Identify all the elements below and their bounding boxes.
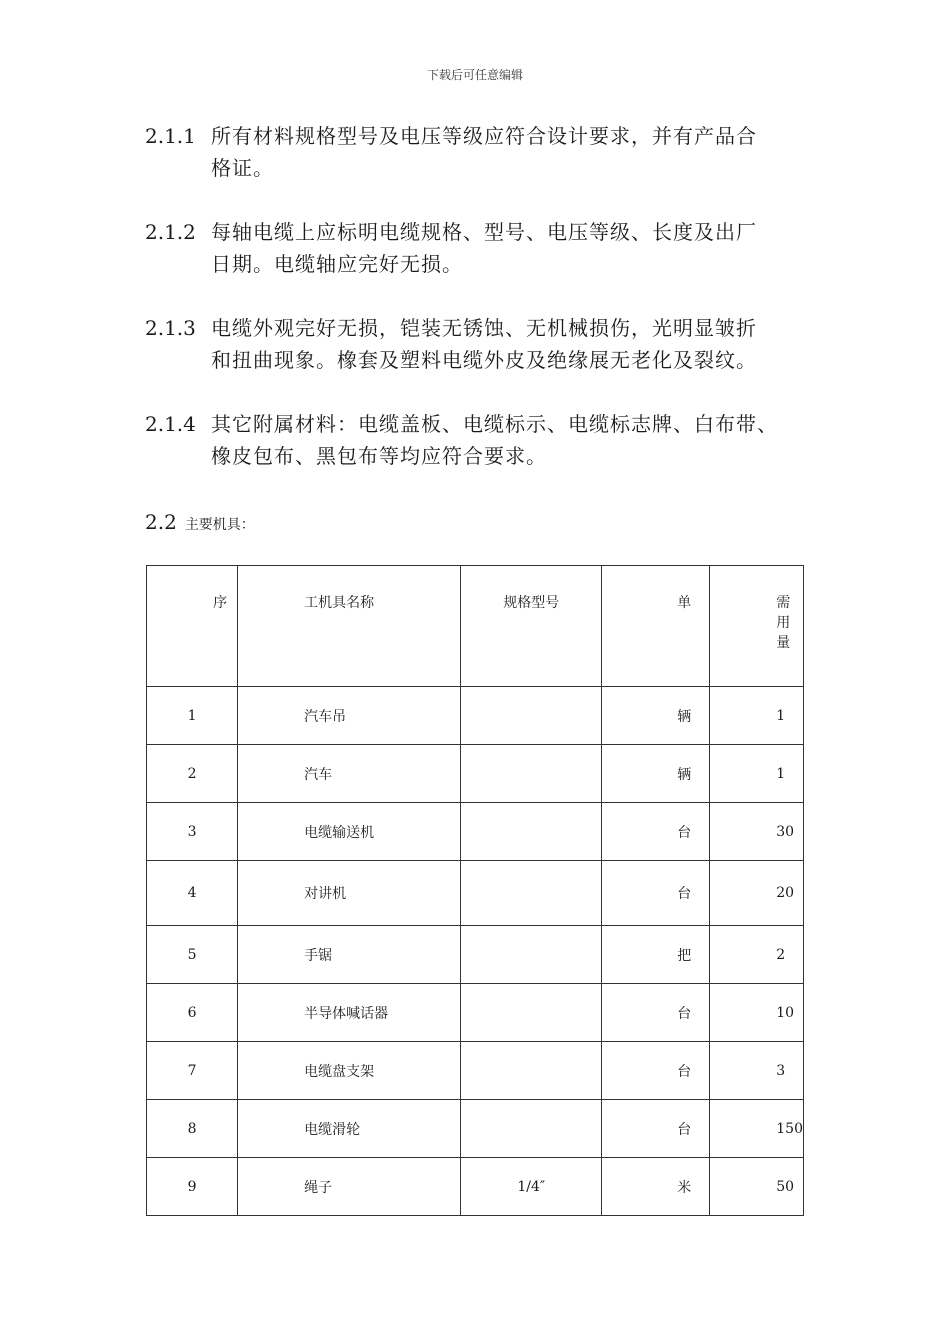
cell-index: 9	[147, 1158, 238, 1216]
cell-unit: 把	[602, 926, 710, 984]
clause-2-1-3	[145, 312, 825, 376]
clause-text: 每轴电缆上应标明电缆规格、型号、电压等级、长度及出厂	[211, 220, 757, 244]
table-row	[147, 984, 804, 1042]
cell-unit: 台	[602, 1100, 710, 1158]
section-number: 2.2	[145, 510, 177, 534]
cell-qty: 1	[710, 745, 804, 803]
cell-index: 1	[147, 687, 238, 745]
cell-name: 汽车	[238, 745, 461, 803]
cell-qty: 20	[710, 861, 804, 926]
clause-number: 2.1.2	[145, 220, 196, 244]
table-row	[147, 745, 804, 803]
clause-2-1-1	[145, 120, 825, 184]
cell-spec	[461, 687, 602, 745]
cell-spec	[461, 1042, 602, 1100]
cell-name: 手锯	[238, 926, 461, 984]
cell-qty: 3	[710, 1042, 804, 1100]
clause-text-cont: 日期。电缆轴应完好无损。	[211, 252, 463, 276]
cell-qty: 1	[710, 687, 804, 745]
cell-unit: 辆	[602, 687, 710, 745]
header-cell-name: 工机具名称	[238, 566, 461, 687]
cell-qty: 150	[710, 1100, 804, 1158]
header-cell-index: 序	[147, 566, 238, 687]
cell-name: 绳子	[238, 1158, 461, 1216]
cell-name: 电缆滑轮	[238, 1100, 461, 1158]
clause-text-cont: 格证。	[211, 156, 274, 180]
cell-index: 7	[147, 1042, 238, 1100]
tools-table	[146, 565, 804, 1216]
cell-index: 6	[147, 984, 238, 1042]
header-cell-qty: 需用量	[710, 566, 804, 687]
table-row	[147, 926, 804, 984]
clause-text-cont: 橡皮包布、黑包布等均应符合要求。	[211, 444, 547, 468]
clause-text-cont: 和扭曲现象。橡套及塑料电缆外皮及绝缘展无老化及裂纹。	[211, 348, 757, 372]
table-row	[147, 687, 804, 745]
cell-qty: 30	[710, 803, 804, 861]
cell-unit: 台	[602, 1042, 710, 1100]
cell-index: 5	[147, 926, 238, 984]
cell-spec	[461, 926, 602, 984]
cell-qty: 50	[710, 1158, 804, 1216]
table-row	[147, 861, 804, 926]
table-row	[147, 1042, 804, 1100]
cell-name: 汽车吊	[238, 687, 461, 745]
cell-spec	[461, 803, 602, 861]
cell-name: 电缆盘支架	[238, 1042, 461, 1100]
clause-2-1-2	[145, 216, 825, 280]
cell-spec	[461, 1100, 602, 1158]
cell-index: 3	[147, 803, 238, 861]
clause-2-1-4	[145, 408, 825, 472]
cell-spec	[461, 745, 602, 803]
header-cell-spec: 规格型号	[461, 566, 602, 687]
cell-unit: 台	[602, 984, 710, 1042]
cell-unit: 辆	[602, 745, 710, 803]
cell-name: 电缆输送机	[238, 803, 461, 861]
cell-name: 对讲机	[238, 861, 461, 926]
clause-number: 2.1.3	[145, 316, 196, 340]
cell-index: 4	[147, 861, 238, 926]
cell-unit: 台	[602, 861, 710, 926]
cell-spec	[461, 984, 602, 1042]
cell-index: 2	[147, 745, 238, 803]
clause-number: 2.1.4	[145, 412, 196, 436]
clause-text: 其它附属材料：电缆盖板、电缆标示、电缆标志牌、白布带、	[211, 412, 778, 436]
table-row	[147, 803, 804, 861]
header-cell-unit: 单	[602, 566, 710, 687]
cell-qty: 10	[710, 984, 804, 1042]
cell-unit: 台	[602, 803, 710, 861]
section-title: 主要机具：	[184, 517, 255, 533]
page-header: 下载后可任意编辑	[426, 68, 523, 82]
cell-index: 8	[147, 1100, 238, 1158]
clause-number: 2.1.1	[145, 124, 196, 148]
cell-unit: 米	[602, 1158, 710, 1216]
cell-name: 半导体喊话器	[238, 984, 461, 1042]
table-row	[147, 1100, 804, 1158]
cell-spec: 1/4″	[461, 1158, 602, 1216]
section-2-2-heading	[145, 508, 255, 539]
table-header-row	[147, 566, 804, 687]
clause-text: 所有材料规格型号及电压等级应符合设计要求，并有产品合	[211, 124, 757, 148]
table-row	[147, 1158, 804, 1216]
cell-qty: 2	[710, 926, 804, 984]
clause-text: 电缆外观完好无损，铠装无锈蚀、无机械损伤，光明显皱折	[211, 316, 757, 340]
cell-spec	[461, 861, 602, 926]
